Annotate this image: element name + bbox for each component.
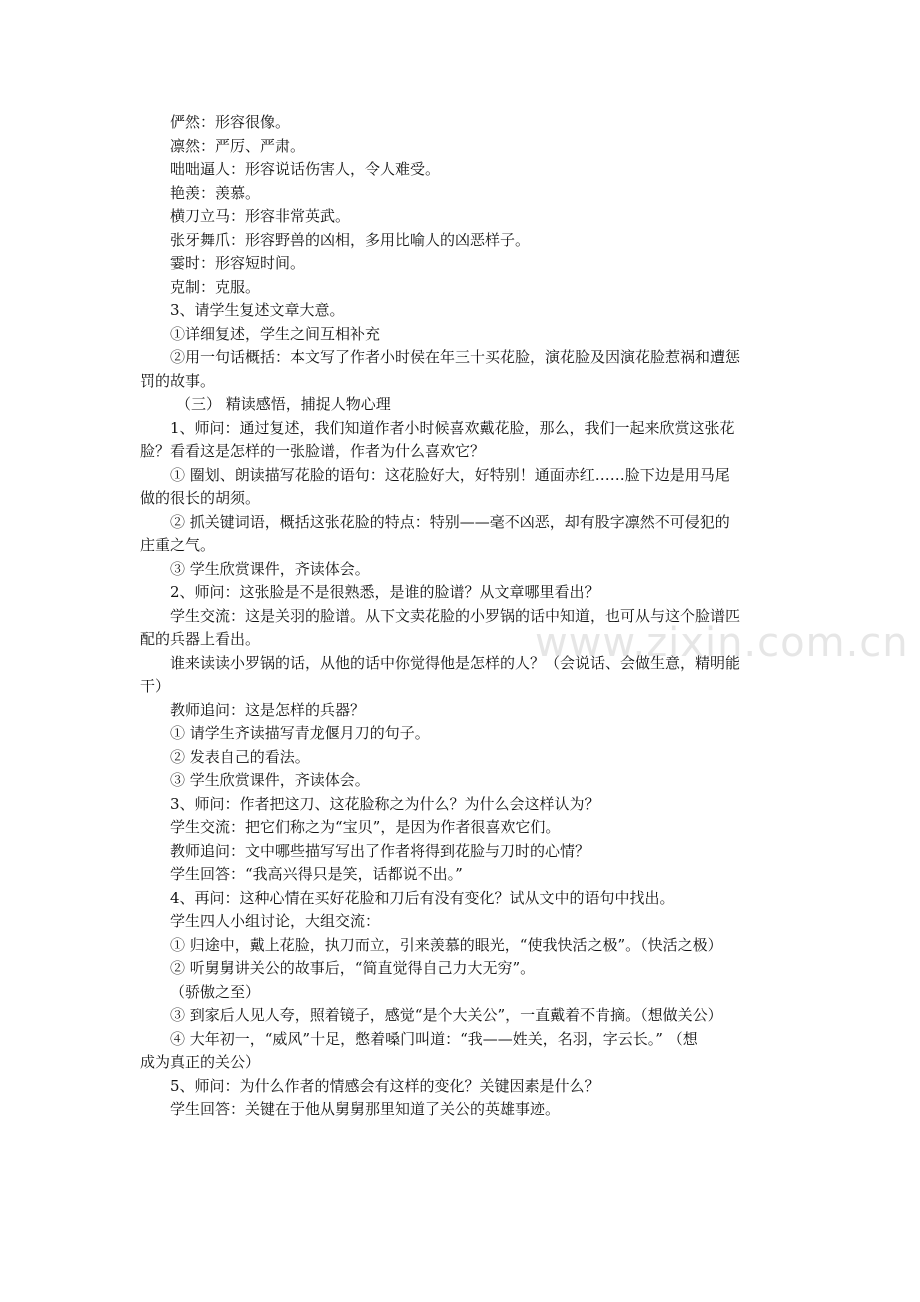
text-line: 1、师问：通过复述，我们知道作者小时候喜欢戴花脸，那么，我们一起来欣赏这张花 <box>170 418 735 437</box>
text-line: 教师追问：文中哪些描写写出了作者将得到花脸与刀时的心情？ <box>170 841 591 860</box>
text-line: 2、师问：这张脸是不是很熟悉，是谁的脸谱？从文章哪里看出？ <box>170 583 600 601</box>
text-line: ① 归途中，戴上花脸，执刀而立，引来羡慕的眼光，“使我快活之极”。（快活之极） <box>170 935 723 954</box>
text-line: ② 发表自己的看法。 <box>170 747 310 766</box>
text-line: ① 圈划、朗读描写花脸的语句：这花脸好大，好特别！通面赤红……脸下边是用马尾 <box>170 465 730 484</box>
text-line: （骄傲之至） <box>170 982 261 1001</box>
text-line: （三） 精读感悟，捕捉人物心理 <box>176 395 391 413</box>
text-line: 4、再问：这种心情在买好花脸和刀后有没有变化？试从文中的语句中找出。 <box>170 888 675 907</box>
text-line: ② 抓关键词语，概括这张花脸的特点：特别——毫不凶恶，却有股字凛然不可侵犯的 <box>170 512 730 531</box>
text-line: 学生回答：“我高兴得只是笑，话都说不出。” <box>170 865 463 883</box>
text-line: ②用一句话概括：本文写了作者小时侯在年三十买花脸，演花脸及因演花脸惹祸和遭惩 <box>170 348 741 366</box>
text-line: ③ 学生欣赏课件，齐读体会。 <box>170 771 370 789</box>
text-line: 咄咄逼人：形容说话伤害人，令人难受。 <box>170 160 441 178</box>
text-line: 霎时：形容短时间。 <box>170 254 306 272</box>
text-line: 3、师问：作者把这刀、这花脸称之为什么？为什么会这样认为？ <box>170 794 600 813</box>
text-line: 3、请学生复述文章大意。 <box>170 301 345 319</box>
text-line: ①详细复述，学生之间互相补充 <box>170 324 381 343</box>
text-line: ① 请学生齐读描写青龙偃月刀的句子。 <box>170 724 430 742</box>
text-line: 凛然：严厉、严肃。 <box>170 136 306 155</box>
text-line: 庄重之气。 <box>140 536 216 554</box>
text-line: 成为真正的关公） <box>140 1053 261 1071</box>
text-line: 学生交流：这是关羽的脸谱。从下文卖花脸的小罗锅的话中知道，也可从与这个脸谱匹 <box>170 606 741 625</box>
text-line: 学生交流：把它们称之为“宝贝”，是因为作者很喜欢它们。 <box>170 818 561 836</box>
text-column <box>140 111 790 1122</box>
watermark: www.zixin.com.cn <box>535 620 909 666</box>
text-line: 张牙舞爪：形容野兽的凶相，多用比喻人的凶恶样子。 <box>170 230 531 249</box>
text-line: 学生回答：关键在于他从舅舅那里知道了关公的英雄事迹。 <box>170 1100 561 1118</box>
text-line: ④ 大年初一，“威风”十足，憋着嗓门叫道：“我——姓关，名羽，字云长。” （想 <box>170 1029 698 1048</box>
text-line: 克制：克服。 <box>170 277 261 296</box>
text-line: 罚的故事。 <box>140 371 216 390</box>
text-line: ② 听舅舅讲关公的故事后，“简直觉得自己力大无穷”。 <box>170 959 536 977</box>
text-line: 5、师问：为什么作者的情感会有这样的变化？关键因素是什么？ <box>170 1076 600 1095</box>
text-line: 学生四人小组讨论，大组交流： <box>170 912 381 930</box>
text-line: 横刀立马：形容非常英武。 <box>170 207 351 225</box>
text-line: 俨然：形容很像。 <box>170 113 291 131</box>
text-line: 干） <box>140 677 171 695</box>
text-line: ③ 到家后人见人夸，照着镜子，感觉“是个大关公”，一直戴着不肯摘。（想做关公） <box>170 1006 723 1024</box>
text-line: ③ 学生欣赏课件，齐读体会。 <box>170 559 370 578</box>
text-line: 做的很长的胡须。 <box>140 489 261 507</box>
text-line: 谁来读读小罗锅的话，从他的话中你觉得他是怎样的人？（会说话、会做生意，精明能 <box>170 653 741 672</box>
text-line: 教师追问：这是怎样的兵器？ <box>170 700 366 719</box>
text-line: 艳羡：羡慕。 <box>170 183 261 202</box>
text-line: 配的兵器上看出。 <box>140 630 261 648</box>
text-line: 脸？看看这是怎样的一张脸谱，作者为什么喜欢它？ <box>140 442 486 460</box>
